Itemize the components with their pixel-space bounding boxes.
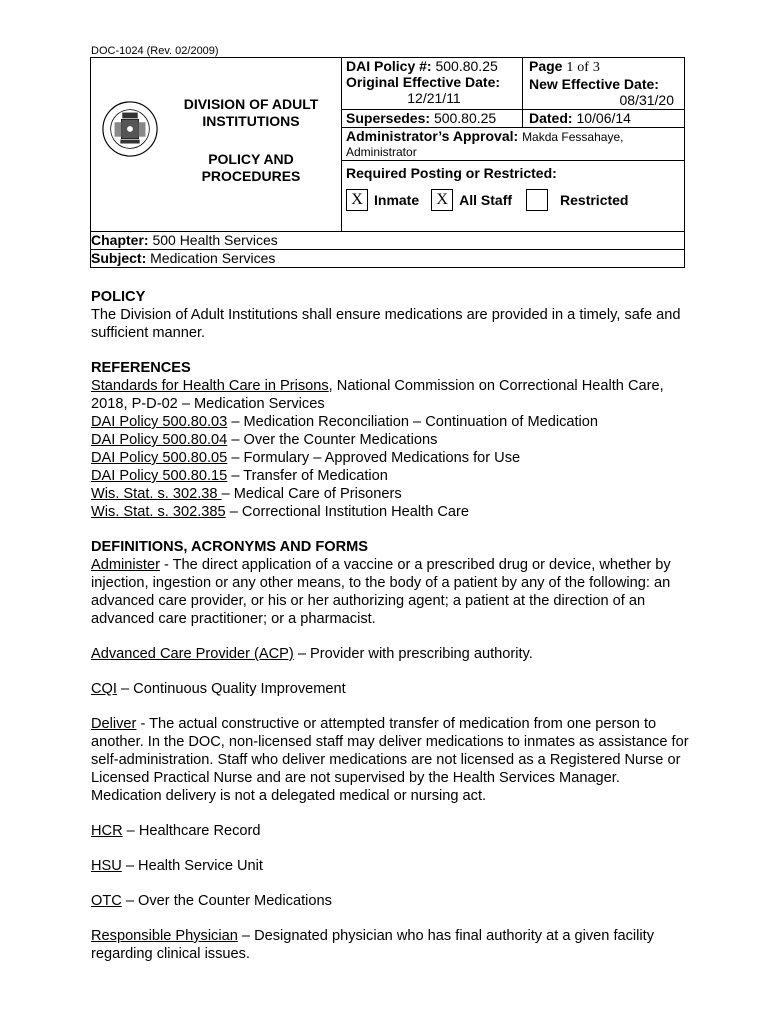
approval-label: Administrator’s Approval: bbox=[346, 128, 519, 144]
definition-item: Advanced Care Provider (ACP) – Provider with prescribing authority. bbox=[91, 646, 533, 662]
restricted-checkbox[interactable] bbox=[526, 189, 548, 211]
all-staff-label: All Staff bbox=[459, 192, 513, 208]
division-cell bbox=[91, 58, 342, 232]
definition-term: OTC bbox=[91, 893, 122, 909]
reference-link[interactable]: Wis. Stat. s. 302.385 bbox=[91, 504, 226, 520]
definition-term: HCR bbox=[91, 823, 123, 839]
definition-item: Deliver - The actual constructive or attempted transfer of medication from one person to another. In the DOC, non-licensed staff may deliver medications to inmates as assistance for self-administration. Staff who deliver medications are not licensed as a Registered Nurse or Licensed Practical Nurse and are not supervised by the Health Services Manager. Medication delivery is not a delegated medical or nursing act. bbox=[91, 716, 689, 804]
reference-link[interactable]: DAI Policy 500.80.03 bbox=[91, 414, 228, 430]
reference-item: Wis. Stat. s. 302.385 – Correctional Institution Health Care bbox=[91, 504, 470, 520]
reference-item: Wis. Stat. s. 302.38 – Medical Care of Prisoners bbox=[91, 486, 402, 502]
reference-item: Standards for Health Care in Prisons, National Commission on Correctional Health Care, 2018, P-D-02 – Medication Services bbox=[91, 378, 664, 412]
definition-term: Responsible Physician bbox=[91, 928, 238, 944]
definition-term: Advanced Care Provider (ACP) bbox=[91, 646, 294, 662]
subject-value: Medication Services bbox=[150, 250, 276, 266]
original-date-label: Original Effective Date: bbox=[346, 74, 501, 90]
definition-item: Responsible Physician – Designated physician who has final authority at a given facility regarding clinical issues. bbox=[91, 928, 655, 962]
chapter-cell bbox=[91, 232, 685, 250]
reference-link[interactable]: Wis. Stat. s. 302.38 bbox=[91, 486, 222, 502]
posting-title: Required Posting or Restricted: bbox=[346, 165, 557, 181]
definition-item: Administer - The direct application of a vaccine or a prescribed drug or device, whether by injection, ingestion or any other means, to the body of a patient by any of the following: an advanced care provider, or his or her authorizing agent; a patient at the direction of an advanced care practitioner; or a pharmacist. bbox=[91, 557, 671, 627]
policy-text: The Division of Adult Institutions shall ensure medications are provided in a timely, safe and sufficient manner. bbox=[91, 307, 681, 341]
reference-item: DAI Policy 500.80.05 – Formulary – Approved Medications for Use bbox=[91, 450, 521, 466]
reference-link[interactable]: Standards for Health Care in Prisons bbox=[91, 378, 329, 394]
inmate-label: Inmate bbox=[374, 192, 420, 208]
division-title: DIVISION OF ADULT INSTITUTIONS bbox=[183, 96, 319, 129]
all-staff-checkbox[interactable]: X bbox=[431, 189, 453, 211]
definition-term: CQI bbox=[91, 681, 117, 697]
new-date: 08/31/20 bbox=[619, 92, 674, 108]
reference-link[interactable]: DAI Policy 500.80.04 bbox=[91, 432, 228, 448]
new-date-label: New Effective Date: bbox=[529, 76, 659, 92]
subject-cell bbox=[91, 250, 685, 268]
inmate-checkbox[interactable]: X bbox=[346, 189, 368, 211]
reference-link[interactable]: DAI Policy 500.80.05 bbox=[91, 450, 228, 466]
approver-title: Administrator bbox=[346, 145, 417, 159]
dated-label: Dated: bbox=[529, 110, 573, 126]
reference-link[interactable]: DAI Policy 500.80.15 bbox=[91, 468, 228, 484]
supersedes-value: 500.80.25 bbox=[433, 110, 497, 126]
definition-term: Deliver bbox=[91, 716, 137, 732]
document-body bbox=[91, 288, 691, 963]
policy-number-label: DAI Policy #: bbox=[346, 58, 432, 74]
policy-number: 500.80.25 bbox=[435, 58, 498, 74]
definitions-heading: DEFINITIONS, ACRONYMS AND FORMS bbox=[91, 539, 369, 555]
policy-procedures-title: POLICY AND PROCEDURES bbox=[201, 151, 301, 184]
dated-value: 10/06/14 bbox=[576, 110, 631, 126]
chapter-label: Chapter: bbox=[91, 232, 149, 248]
restricted-label: Restricted bbox=[560, 192, 629, 208]
policy-details-cell bbox=[342, 58, 685, 232]
policy-header-table bbox=[90, 57, 685, 268]
document-id: DOC-1024 (Rev. 02/2009) bbox=[91, 45, 219, 57]
definition-item: HCR – Healthcare Record bbox=[91, 823, 261, 839]
page-label: Page bbox=[529, 58, 563, 74]
definition-term: HSU bbox=[91, 858, 122, 874]
original-date: 12/21/11 bbox=[407, 90, 461, 106]
page-of: of bbox=[577, 60, 589, 75]
definition-term: Administer bbox=[91, 557, 160, 573]
definition-item: HSU – Health Service Unit bbox=[91, 858, 263, 874]
reference-item: DAI Policy 500.80.03 – Medication Reconciliation – Continuation of Medication bbox=[91, 414, 599, 430]
definition-item: OTC – Over the Counter Medications bbox=[91, 893, 332, 909]
references-heading: REFERENCES bbox=[91, 360, 191, 376]
approver-name: Makda Fessahaye, bbox=[522, 130, 624, 144]
reference-item: DAI Policy 500.80.04 – Over the Counter Medications bbox=[91, 432, 438, 448]
definition-item: CQI – Continuous Quality Improvement bbox=[91, 681, 346, 697]
reference-item: DAI Policy 500.80.15 – Transfer of Medication bbox=[91, 468, 388, 484]
state-seal-icon bbox=[101, 100, 159, 158]
chapter-value: 500 Health Services bbox=[152, 232, 278, 248]
page-number: 1 bbox=[566, 60, 574, 75]
policy-heading: POLICY bbox=[91, 289, 146, 305]
subject-label: Subject: bbox=[91, 250, 147, 266]
supersedes-label: Supersedes: bbox=[346, 110, 431, 126]
page-total: 3 bbox=[592, 60, 600, 75]
